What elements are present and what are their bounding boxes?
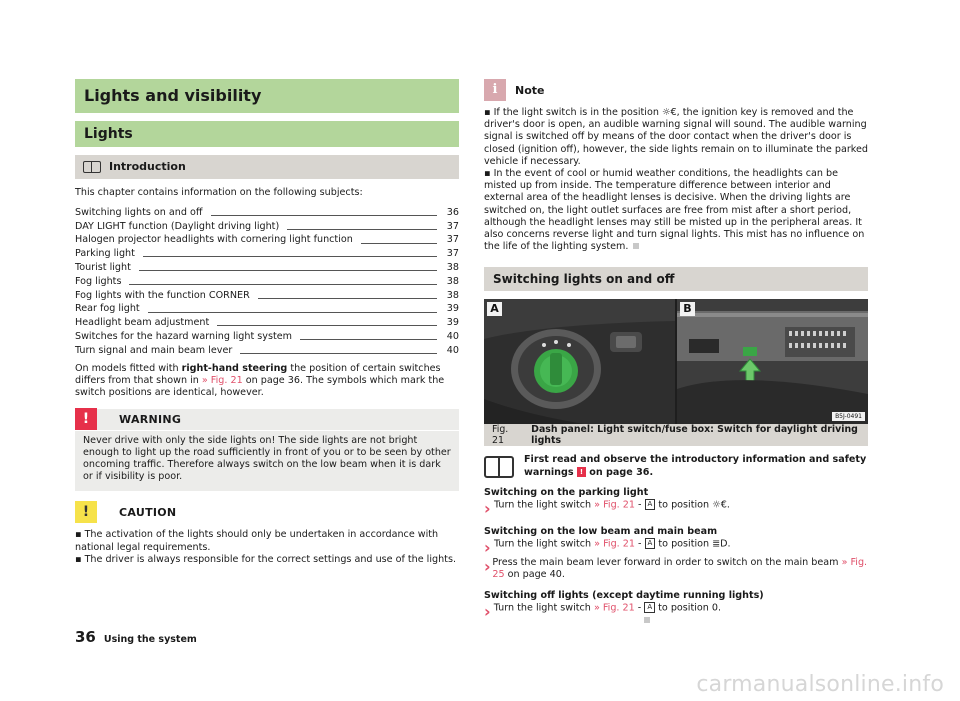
step-item: › Turn the light switch » Fig. 21 - A to position 0. [484,602,868,627]
figure-21 [484,299,868,424]
toc-page: 38 [446,261,459,273]
intro-reference-text: First read and observe the introductory information and safety warnings ! on page 36. [524,454,867,478]
note-body [484,107,868,253]
toc-title: Switches for the hazard warning light system [75,330,292,342]
toc-page: 37 [446,220,459,232]
note-header [484,79,868,101]
toc-row[interactable] [75,219,459,233]
warning-text: Never drive with only the side lights on! The side lights are not bright enough to light up the road sufficiently in front of you or to be seen by other oncoming traffic. Therefore always switch on the low beam when it is dark or if visibility is poor. [83,434,451,483]
toc-row[interactable] [75,205,459,219]
toc-page: 37 [446,248,459,260]
toc-page: 40 [446,344,459,356]
toc-row[interactable] [75,260,459,274]
fig-25-link[interactable]: » Fig. 25 [492,557,868,581]
warning-label: WARNING [119,412,182,426]
section-title: Lights [75,121,459,147]
models-paragraph: On models fitted with right-hand steering the position of certain switches differs from that shown in » Fig. 21 on page 36. The symbols which mark the switch positions are identical, however. [75,362,445,399]
toc-title: DAY LIGHT function (Daylight driving light) [75,220,280,232]
page-footer [75,628,197,646]
low-beam-heading: Switching on the low beam and main beam [484,526,718,538]
intro-text: This chapter contains information on the following subjects: [75,187,363,198]
chevron-right-icon: › [484,601,491,621]
note-item: ▪ If the light switch is in the position ☼€, the ignition key is removed and the driver's door is open, an audible warning signal will sound. The audible warning signal is switched off by means of the door contact when the driver's door is closed (ignition off), however, the side lights remain on to illuminate the parked vehicle if necessary. [484,107,868,167]
warning-box [75,409,459,492]
low-beam-symbol: ≣D. [712,538,731,550]
figure-label-a: A [487,302,502,316]
position-a-icon: A [645,538,656,549]
info-icon: i [484,79,506,101]
light-switch-photo [484,299,675,424]
position-a-icon: A [644,602,655,613]
toc-row[interactable] [75,274,459,288]
right-column [484,79,868,627]
step-item: › Press the main beam lever forward in order to switch on the main beam » Fig. 25 on page 40. [484,557,868,581]
toc-page: 36 [446,206,459,218]
warning-icon: ! [577,467,586,477]
toc-row[interactable] [75,302,459,316]
toc-page: 38 [446,275,459,287]
caution-item: ▪ The activation of the lights should only be undertaken in accordance with national legal requirements. [75,529,439,553]
toc-page: 38 [446,289,459,301]
toc-title: Turn signal and main beam lever [75,344,233,356]
position-a-icon: A [645,499,656,510]
fuse-box-photo [677,299,868,424]
parking-light-symbol: ☼€. [712,499,730,511]
note-label: Note [515,83,545,97]
step-item: › Turn the light switch » Fig. 21 - A to position ☼€. [484,499,730,519]
toc-title: Fog lights [75,275,122,287]
note-item: ▪ In the event of cool or humid weather conditions, the headlights can be misted up from inside. The temperature difference between interior and external area of the headlight lenses is decisive. When the driving lights are switched on, the light outlet surfaces are free from mist after a short period, although the headlight lenses may still be misted up in the peripheral areas. It also concerns reverse light and turn signal lights. This mist has no influence on the life of the lighting system. [484,168,865,253]
toc-title: Headlight beam adjustment [75,317,210,329]
toc-row[interactable] [75,233,459,247]
toc-title: Tourist light [75,261,131,273]
toc-page: 39 [446,303,459,315]
section-heading: Switching lights on and off [484,267,868,291]
page-number: 36 [75,628,96,646]
toc-title: Halogen projector headlights with cornering light function [75,234,353,246]
caution-label: CAUTION [119,505,177,519]
toc-row[interactable] [75,316,459,330]
toc-title: Rear fog light [75,303,140,315]
fig-21-link[interactable]: » Fig. 21 [593,602,635,614]
fig-21-link[interactable]: » Fig. 21 [594,499,635,511]
toc-title: Switching lights on and off [75,206,203,218]
toc-row[interactable] [75,329,459,343]
toc-title: Fog lights with the function CORNER [75,289,250,301]
book-icon [484,456,514,478]
fig-21-link[interactable]: » Fig. 21 [201,375,243,387]
toc-page: 39 [446,317,459,329]
toc-page: 40 [446,330,459,342]
end-marker-icon [633,243,639,249]
toc-row[interactable] [75,247,459,261]
figure-caption-text: Dash panel: Light switch/fuse box: Switch for daylight driving lights [531,424,858,447]
toc-row[interactable] [75,343,459,357]
chapter-title: Lights and visibility [75,79,459,113]
figure-label-b: B [680,302,695,316]
intro-heading-bar [75,155,459,179]
figure-code: B5J-0491 [832,412,865,421]
figure-number: Fig. 21 [492,424,509,447]
fig-21-link[interactable]: » Fig. 21 [594,538,635,550]
caution-header [75,501,459,523]
page-title: Using the system [103,634,197,645]
watermark: carmanualsonline.info [696,672,944,697]
warning-icon: ! [75,408,97,430]
toc-page: 37 [446,234,459,246]
book-icon [83,161,101,173]
chevron-right-icon: › [484,538,491,558]
caution-icon: ! [75,501,97,523]
step-item: › Turn the light switch » Fig. 21 - A to position ≣D. [484,538,731,558]
parking-heading: Switching on the parking light [484,486,649,498]
caution-list [75,529,459,566]
chevron-right-icon: › [484,557,491,577]
intro-reference [484,454,868,478]
caution-item: ▪ The driver is always responsible for the correct settings and use of the lights. [75,553,456,565]
toc-row[interactable] [75,288,459,302]
chevron-right-icon: › [484,499,491,519]
table-of-contents [75,205,459,357]
toc-title: Parking light [75,248,135,260]
end-marker-icon [644,617,650,623]
intro-heading: Introduction [109,160,186,173]
figure-caption [484,424,868,446]
off-heading: Switching off lights (except daytime running lights) [484,589,764,601]
left-column [75,79,459,566]
off-position: 0. [711,602,722,614]
